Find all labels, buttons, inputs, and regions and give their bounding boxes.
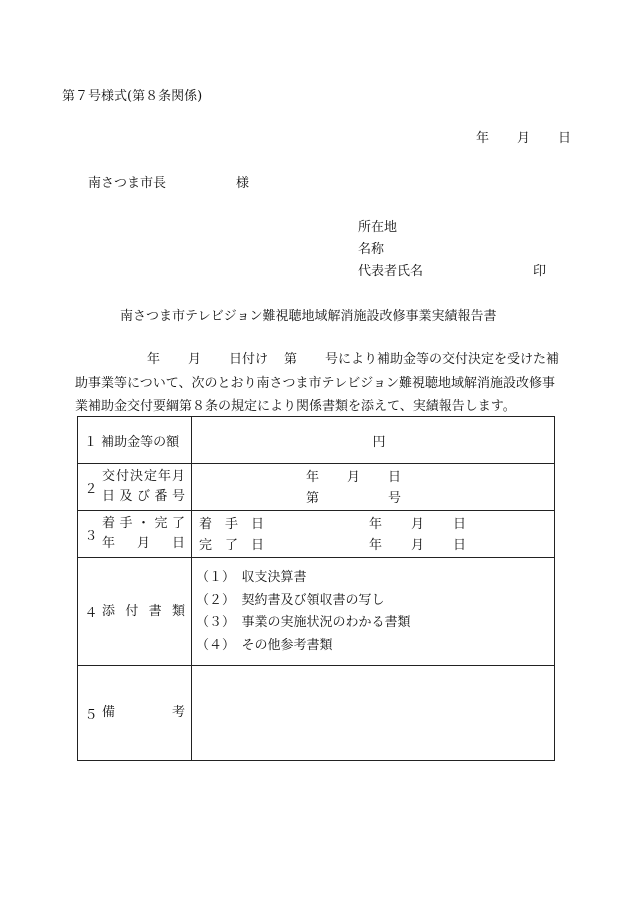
applicant-representative: 代表者氏名	[358, 264, 424, 279]
start-year: 年	[369, 517, 383, 532]
date-day: 日	[558, 131, 572, 146]
label-char: 号	[171, 489, 185, 504]
label-char: 手	[119, 516, 133, 531]
start-date-label: 着 手 日	[199, 517, 265, 532]
row-number: ３	[84, 528, 98, 544]
label-char: ・	[136, 516, 150, 531]
value-subsidy-amount[interactable]	[192, 417, 555, 464]
label-char: 年	[157, 469, 171, 484]
document-title: 南さつま市テレビジョン難視聴地域解消施設改修事業実績報告書	[120, 309, 497, 324]
label-char: び	[136, 489, 150, 504]
body-line1-rest: 号により補助金等の交付決定を受けた補	[325, 352, 560, 367]
start-day: 日	[453, 517, 467, 532]
label-char: 決	[129, 469, 143, 484]
label-char: 完	[154, 516, 168, 531]
value-work-dates[interactable]	[192, 511, 555, 558]
row-number: ４	[84, 606, 98, 621]
label-decision-date	[78, 464, 192, 511]
value-remarks[interactable]	[192, 666, 555, 761]
applicant-address: 所在地	[358, 220, 398, 235]
label-char: 類	[171, 603, 185, 619]
label-work-dates	[78, 511, 192, 558]
addressee-honorific: 様	[236, 176, 250, 191]
decision-year: 年	[306, 470, 320, 485]
end-year: 年	[369, 538, 383, 553]
row-work-dates	[78, 511, 555, 558]
attachment-item: （１） 収支決算書	[196, 570, 307, 585]
end-date-label: 完 了 日	[199, 538, 265, 553]
applicant-name: 名称	[358, 242, 385, 257]
attachment-item: （４） その他参考書類	[196, 637, 333, 653]
addressee-name: 南さつま市長	[88, 176, 167, 191]
row-number: ５	[84, 707, 98, 723]
end-day: 日	[453, 538, 467, 553]
row-decision-date	[78, 464, 555, 511]
body-line3: 業補助金交付要綱第８条の規定により関係書類を添えて、実績報告します。	[75, 399, 516, 414]
label-char: 月	[136, 536, 150, 551]
attachment-item: （３） 事業の実施状況のわかる書類	[196, 615, 411, 630]
label-char: 添	[102, 603, 116, 619]
row-remarks	[78, 666, 555, 761]
label-char: 付	[115, 469, 129, 484]
seal-mark: 印	[533, 264, 547, 279]
body-line1-month: 月	[188, 352, 202, 367]
yen-unit: 円	[372, 434, 386, 450]
label-char: 番	[154, 489, 168, 504]
date-year: 年	[476, 131, 490, 146]
label-char: 着	[102, 516, 116, 531]
label-char: 及	[119, 489, 133, 504]
attachment-item: （２） 契約書及び領収書の写し	[196, 592, 385, 608]
label-remarks	[78, 666, 192, 761]
decision-month: 月	[347, 470, 361, 485]
decision-number-suffix: 号	[388, 491, 402, 506]
row-attachments	[78, 558, 555, 666]
label-subsidy-amount	[78, 417, 192, 464]
form-number: 第７号様式(第８条関係)	[62, 89, 203, 104]
label-char: 了	[171, 516, 185, 531]
body-line1-year: 年	[147, 352, 161, 367]
end-month: 月	[411, 538, 425, 553]
decision-day: 日	[388, 470, 402, 485]
value-attachments[interactable]	[192, 558, 555, 666]
label-char: 付	[125, 603, 139, 619]
label-char: 考	[171, 705, 185, 720]
date-month: 月	[517, 131, 531, 146]
label-char: 交	[102, 469, 116, 484]
label-attachments	[78, 558, 192, 666]
body-line1-dai: 第	[284, 352, 298, 367]
row-number: ２	[84, 481, 98, 497]
decision-number-prefix: 第	[306, 491, 320, 506]
label-char: 年	[102, 536, 116, 551]
label-char: 定	[143, 469, 157, 484]
body-line2: 助事業等について、次のとおり南さつま市テレビジョン難視聴地域解消施設改修事	[75, 376, 555, 391]
body-line1-dated: 日付け	[229, 352, 269, 367]
label-char: 書	[148, 603, 162, 619]
label-char: 月	[171, 469, 185, 484]
label-char: 日	[171, 536, 185, 551]
value-decision-date[interactable]	[192, 464, 555, 511]
row-subsidy-amount	[78, 417, 555, 464]
start-month: 月	[411, 517, 425, 532]
label-char: 日	[102, 489, 116, 504]
label-char: 備	[102, 705, 116, 720]
report-table	[77, 416, 555, 761]
label-subsidy-amount-text: １ 補助金等の額	[84, 434, 180, 450]
